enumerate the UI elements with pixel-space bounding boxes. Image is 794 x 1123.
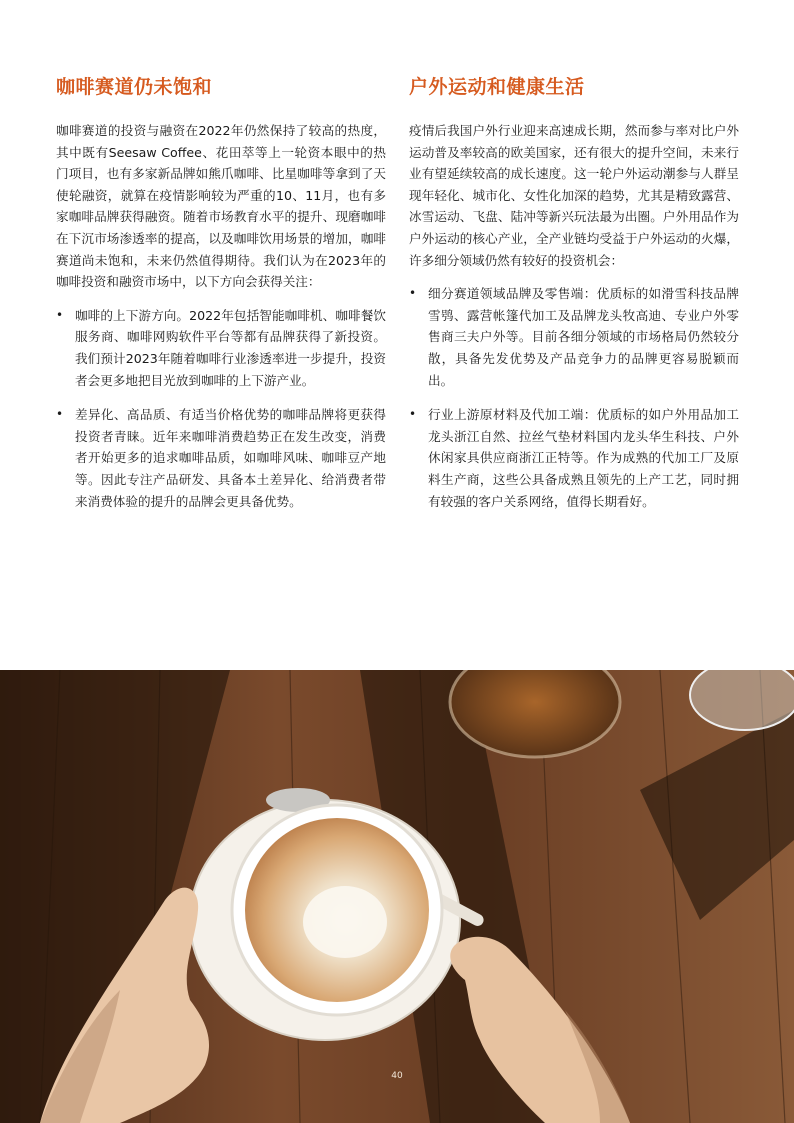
coffee-photo xyxy=(0,670,794,1123)
left-body xyxy=(56,120,386,525)
left-bullet-list xyxy=(56,305,386,512)
right-intro-paragraph: 疫情后我国户外行业迎来高速成长期，然而参与率对比户外运动普及率较高的欧美国家，还有很大的提升空间，未来行业有望延续较高的成长速度。这一轮户外运动潮参与人群呈现年轻化、城市化、女性化加深的趋势，尤其是精致露营、冰雪运动、飞盘、陆冲等新兴玩法最为出圈。户外用品作为户外运动的核心产业，全产业链均受益于户外运动的火爆，许多细分领域仍然有较好的投资机会： xyxy=(409,123,739,268)
list-item xyxy=(409,404,739,512)
bullet-text: 细分赛道领域品牌及零售端：优质标的如滑雪科技品牌雪鸮、露营帐篷代加工及品牌龙头牧高迪、专业户外零售商三夫户外等。目前各细分领域的市场格局仍然较分散，具备先发优势及产品竞争力的品牌更容易脱颖而出。 xyxy=(428,286,739,388)
list-item xyxy=(409,283,739,391)
bullet-text: 行业上游原材料及代加工端：优质标的如户外用品加工龙头浙江自然、拉丝气垫材料国内龙头华生科技、户外休闲家具供应商浙江正特等。作为成熟的代加工厂及原料生产商，这些公具备成熟且领先的上产工艺，同时拥有较强的客户关系网络，值得长期看好。 xyxy=(428,407,739,509)
list-item xyxy=(56,404,386,512)
bullet-icon: • xyxy=(409,286,417,301)
list-item xyxy=(56,305,386,391)
bullet-icon: • xyxy=(56,407,64,422)
page-number: 40 xyxy=(391,1071,403,1081)
right-bullet-list xyxy=(409,283,739,512)
left-intro-paragraph: 咖啡赛道的投资与融资在2022年仍然保持了较高的热度，其中既有Seesaw Coffee、花田萃等上一轮资本眼中的热门项目，也有多家新品牌如熊爪咖啡、比星咖啡等拿到了天使轮融资，就算在疫情影响较为严重的10、11月，也有多家咖啡品牌获得融资。随着市场教育水平的提升、现磨咖啡在下沉市场渗透率的提高，以及咖啡饮用场景的增加，咖啡赛道尚未饱和，未来仍然值得期待。我们认为在2023年的咖啡投资和融资市场中，以下方向会获得关注： xyxy=(56,123,386,290)
bullet-text: 差异化、高品质、有适当价格优势的咖啡品牌将更获得投资者青睐。近年来咖啡消费趋势正在发生改变，消费者开始更多的追求咖啡品质，如咖啡风味、咖啡豆产地等。因此专注产品研发、具备本土差异化、给消费者带来消费体验的提升的品牌会更具备优势。 xyxy=(75,407,386,509)
right-body xyxy=(409,120,739,525)
right-heading: 户外运动和健康生活 xyxy=(409,76,585,98)
bullet-text: 咖啡的上下游方向。2022年包括智能咖啡机、咖啡餐饮服务商、咖啡网购软件平台等都有品牌获得了新投资。我们预计2023年随着咖啡行业渗透率进一步提升，投资者会更多地把目光放到咖啡的上下游产业。 xyxy=(75,307,386,388)
latte-art-shape xyxy=(303,886,387,958)
left-heading: 咖啡赛道仍未饱和 xyxy=(56,76,213,98)
coffee-photo-illustration xyxy=(0,670,794,1123)
bullet-icon: • xyxy=(56,307,64,322)
bullet-icon: • xyxy=(409,407,417,422)
